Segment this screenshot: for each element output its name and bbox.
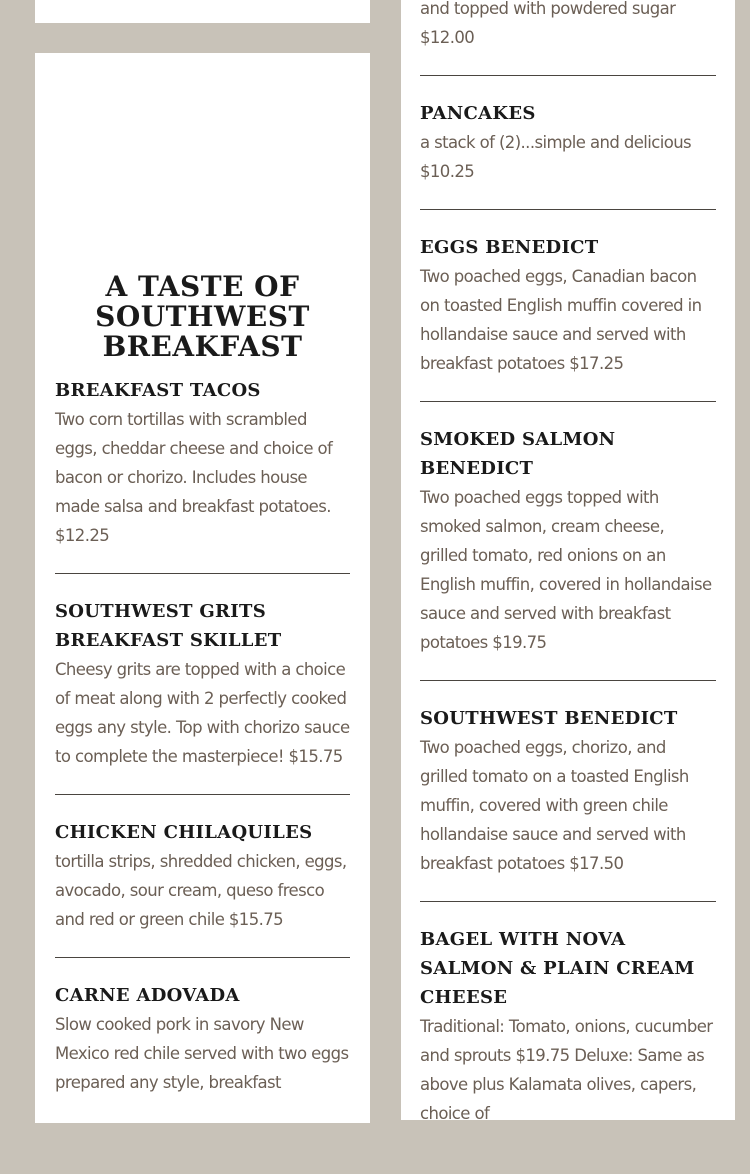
item-name: CARNE ADOVADA xyxy=(55,985,240,1006)
menu-card-top xyxy=(35,0,370,23)
right-menu-list xyxy=(420,0,716,1174)
item-description: Cheesy grits are topped with a choice of meat along with 2 perfectly cooked eggs any style. Top with chorizo sauce to complete the masterpiece! $15.75 xyxy=(55,660,350,766)
menu-item xyxy=(420,0,716,76)
item-description: Two corn tortillas with scrambled eggs, cheddar cheese and choice of bacon or chorizo. Includes house made salsa and breakfast potatoes. $12.25 xyxy=(55,410,333,545)
menu-item xyxy=(55,376,350,574)
item-name: EGGS BENEDICT xyxy=(420,237,599,258)
menu-item xyxy=(420,99,716,210)
left-menu-list xyxy=(55,376,350,1143)
item-name: PANCAKES xyxy=(420,103,536,124)
item-description: tortilla strips, shredded chicken, eggs, avocado, sour cream, queso fresco and red or green chile $15.75 xyxy=(55,852,347,929)
menu-item xyxy=(420,704,716,902)
item-description: a stack of (2)...simple and delicious $10.25 xyxy=(420,133,692,181)
item-name: SMOKED SALMON BENEDICT xyxy=(420,429,616,479)
item-description: Two poached eggs topped with smoked salmon, cream cheese, grilled tomato, red onions on an English muffin, covered in hollandaise sauce and served with breakfast potatoes $19.75 xyxy=(420,488,712,652)
section-title: A TASTE OF SOUTHWEST BREAKFAST xyxy=(95,270,310,363)
item-description: Two poached eggs, chorizo, and grilled tomato on a toasted English muffin, covered with green chile hollandaise sauce and served with breakfast potatoes $17.50 xyxy=(420,738,689,873)
menu-item xyxy=(55,981,350,1120)
menu-item xyxy=(420,233,716,402)
menu-item xyxy=(55,818,350,958)
item-name: BREAKFAST TACOS xyxy=(55,380,261,401)
menu-item xyxy=(420,425,716,681)
item-name: SOUTHWEST BENEDICT xyxy=(420,708,678,729)
item-name: BAGEL WITH NOVA SALMON & PLAIN CREAM CHEESE xyxy=(420,929,695,1008)
item-name: CHICKEN CHILAQUILES xyxy=(55,822,313,843)
item-description: and topped with powdered sugar $12.00 xyxy=(420,0,676,47)
item-description: Slow cooked pork in savory New Mexico red chile served with two eggs prepared any style, breakfast xyxy=(55,1015,349,1092)
menu-item xyxy=(420,925,716,1151)
item-description: Two poached eggs, Canadian bacon on toasted English muffin covered in hollandaise sauce and served with breakfast potatoes $17.25 xyxy=(420,267,702,373)
menu-item xyxy=(55,597,350,795)
item-name: SOUTHWEST GRITS BREAKFAST SKILLET xyxy=(55,601,282,651)
item-description: Traditional: Tomato, onions, cucumber and sprouts $19.75 Deluxe: Same as above plus Kalamata olives, capers, choice of xyxy=(420,1017,713,1123)
